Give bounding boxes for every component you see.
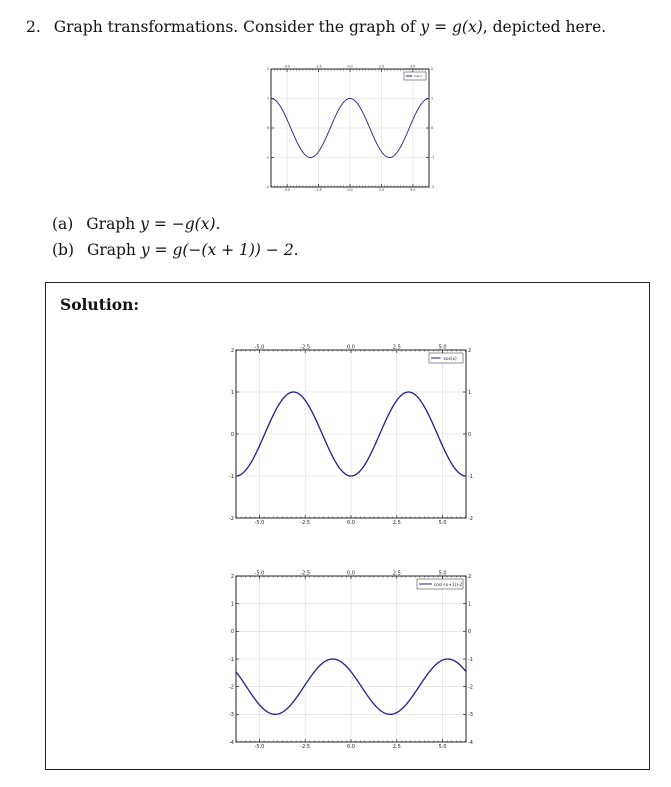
solution-box	[45, 282, 650, 770]
x-tick-label-top: -5.0	[283, 64, 291, 69]
y-tick-label-right: -3	[468, 712, 473, 719]
legend	[404, 72, 426, 80]
y-tick-label-left: 2	[266, 67, 269, 72]
problem-number: 2.	[26, 18, 41, 36]
x-tick-label-top: -2.5	[315, 64, 322, 69]
x-tick-label-top: 2.5	[378, 64, 384, 69]
x-tick-label-top: 5.0	[438, 570, 447, 577]
x-tick-label-top: 0.0	[347, 570, 355, 577]
y-tick-label-right: -2	[468, 684, 473, 691]
y-tick-label-right: 1	[431, 96, 434, 101]
y-tick-label-left: -1	[265, 155, 269, 160]
x-tick-label-top: -2.5	[300, 344, 311, 351]
y-tick-label-right: 2	[468, 573, 472, 580]
y-tick-label-left: 0	[230, 629, 234, 636]
y-tick-label-right: -1	[468, 656, 473, 663]
problem-text-end: , depicted here.	[482, 18, 607, 36]
x-tick-label-bottom: -5.0	[254, 520, 265, 526]
x-tick-label-bottom: 5.0	[438, 744, 447, 750]
part-a	[52, 211, 299, 237]
problem-equation: y = g(x)	[420, 18, 483, 36]
y-tick-label-right: 0	[468, 431, 472, 438]
graph-negative-g	[226, 340, 476, 528]
legend-label: cos(-(x+1))-2	[433, 582, 463, 588]
part-b-equation: y = g(−(x + 1)) − 2.	[140, 241, 299, 259]
y-tick-label-right: 1	[468, 389, 472, 396]
x-tick-label-bottom: -2.5	[300, 520, 311, 526]
y-tick-label-right: -1	[431, 155, 435, 160]
y-tick-label-left: -3	[229, 712, 234, 719]
y-tick-label-right: -4	[468, 739, 473, 746]
y-tick-label-right: -1	[468, 473, 473, 480]
x-tick-label-top: -5.0	[254, 570, 265, 577]
part-b-label: (b)	[52, 241, 75, 259]
x-tick-label-top: 0.0	[347, 64, 353, 69]
y-tick-label-right: 2	[468, 347, 472, 354]
x-tick-label-top: 0.0	[347, 344, 355, 351]
x-tick-label-bottom: 5.0	[438, 520, 447, 526]
x-tick-label-bottom: 0.0	[347, 744, 355, 750]
problem-statement	[26, 18, 606, 36]
y-tick-label-right: 2	[431, 67, 434, 72]
part-a-label: (a)	[52, 215, 74, 233]
x-tick-label-bottom: 2.5	[378, 188, 384, 193]
legend-label: -cos(x)	[442, 356, 457, 362]
x-tick-label-bottom: -5.0	[283, 188, 291, 193]
graph-g	[265, 63, 435, 193]
x-tick-label-top: 5.0	[410, 64, 416, 69]
y-tick-label-right: 0	[468, 629, 472, 636]
part-a-text: Graph	[86, 215, 136, 233]
x-tick-label-bottom: -5.0	[254, 744, 265, 750]
x-tick-label-top: 2.5	[392, 344, 401, 351]
y-tick-label-right: 1	[468, 601, 472, 608]
part-b-text: Graph	[86, 241, 136, 259]
problem-title: Graph transformations.	[53, 18, 239, 36]
y-tick-label-left: 1	[266, 96, 269, 101]
y-tick-label-left: -1	[229, 656, 234, 663]
solution-title: Solution:	[60, 295, 140, 314]
y-tick-label-left: -2	[265, 185, 269, 190]
y-tick-label-left: 1	[230, 601, 234, 608]
x-tick-label-bottom: -2.5	[300, 744, 311, 750]
x-tick-label-top: 5.0	[438, 344, 447, 351]
y-tick-label-left: 2	[230, 347, 234, 354]
x-tick-label-bottom: -2.5	[315, 188, 322, 193]
y-tick-label-left: 2	[230, 573, 234, 580]
y-tick-label-left: 0	[266, 126, 269, 131]
x-tick-label-top: -2.5	[300, 570, 311, 577]
x-tick-label-bottom: 0.0	[347, 188, 353, 193]
y-tick-label-left: -4	[229, 739, 234, 746]
graph-shifted-g	[226, 566, 476, 752]
question-parts	[52, 211, 299, 263]
x-tick-label-top: -5.0	[254, 344, 265, 351]
y-tick-label-left: 0	[230, 431, 234, 438]
part-a-equation: y = −g(x).	[140, 215, 221, 233]
y-tick-label-right: -2	[431, 185, 435, 190]
x-tick-label-bottom: 2.5	[392, 520, 401, 526]
legend	[429, 353, 463, 363]
legend	[417, 579, 463, 589]
y-tick-label-left: -2	[229, 515, 234, 522]
y-tick-label-right: 0	[431, 126, 434, 131]
x-tick-label-bottom: 0.0	[347, 520, 355, 526]
y-tick-label-right: -2	[468, 515, 473, 522]
x-tick-label-bottom: 2.5	[392, 744, 401, 750]
problem-text: Consider the graph of	[243, 18, 416, 36]
y-tick-label-left: -2	[229, 684, 234, 691]
x-tick-label-bottom: 5.0	[410, 188, 416, 193]
legend-label: cos(x)	[413, 74, 422, 79]
y-tick-label-left: 1	[230, 389, 234, 396]
y-tick-label-left: -1	[229, 473, 234, 480]
x-tick-label-top: 2.5	[392, 570, 401, 577]
part-b	[52, 237, 299, 263]
